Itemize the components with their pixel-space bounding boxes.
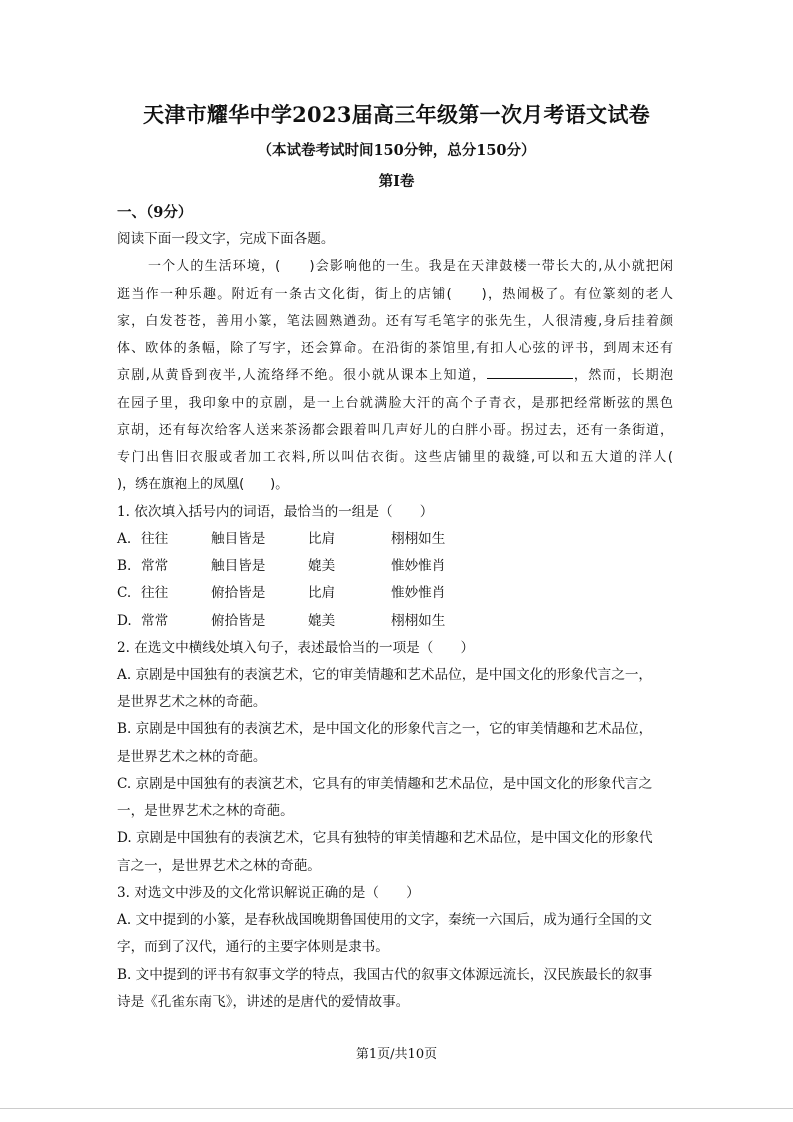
passage-line: 京胡，还有每次给客人送来茶汤都会跟着叫几声好儿的白胖小哥。拐过去，还有一条街道， — [117, 422, 673, 438]
passage-line: 家，白发苍苍，善用小篆，笔法圆熟遒劲。还有写毛笔字的张先生，人很清瘦,身后挂着颜 — [117, 313, 673, 329]
passage-line: 专门出售旧衣服或者加工衣料,所以叫估衣街。这些店铺里的裁缝,可以和五大道的洋人( — [117, 450, 673, 466]
passage-text: ，然而，长期泡 — [572, 368, 673, 384]
question-stem: 2. 在选文中横线处填入句子，表述最恰当的一项是（ ） — [117, 639, 475, 656]
passage-line: 在园子里，我印象中的京剧，是一上台就满脸大汗的高个子青衣，是那把经常断弦的黑色 — [117, 395, 673, 411]
option-word: 常常 — [141, 612, 169, 629]
option-row — [117, 553, 673, 580]
option-word: 往往 — [141, 530, 169, 547]
volume-heading: 第Ⅰ卷 — [378, 173, 415, 190]
questions — [117, 499, 673, 1016]
section-heading: 一、（9分） — [117, 204, 193, 221]
exam-subtitle: （本试卷考试时间150分钟，总分150分） — [257, 142, 536, 159]
option-word: 往往 — [141, 585, 169, 602]
option-word: 惟妙惟肖 — [391, 558, 446, 575]
option-line: D. 京剧是中国独有的表演艺术，它具有独特的审美情趣和艺术品位，是中国文化的形象代 — [117, 830, 653, 847]
option-line: C. 京剧是中国独有的表演艺术，它具有的审美情趣和艺术品位，是中国文化的形象代言之 — [117, 775, 653, 792]
option-line: A. 京剧是中国独有的表演艺术，它的审美情趣和艺术品位，是中国文化的形象代言之一， — [117, 666, 653, 683]
option-word: 触目皆是 — [211, 530, 266, 547]
option-letter: D. — [117, 612, 132, 629]
option-word: 触目皆是 — [211, 558, 266, 575]
passage-line: 体、欧体的条幅，除了写字，还会算命。在沿街的茶馆里,有扣人心弦的评书，到周末还有 — [117, 341, 673, 357]
option-line: 一，是世界艺术之林的奇葩。 — [117, 803, 294, 820]
option-letter: A. — [117, 530, 132, 547]
option-row — [117, 526, 673, 553]
option-line: 是世界艺术之林的奇葩。 — [117, 748, 267, 765]
exam-title: 天津市耀华中学2023届高三年级第一次月考语文试卷 — [143, 102, 650, 127]
option-word: 栩栩如生 — [391, 612, 446, 629]
section-instruction: 阅读下面一段文字，完成下面各题。 — [117, 231, 335, 248]
option-line: 字，而到了汉代，通行的主要字体则是隶书。 — [117, 939, 389, 956]
option-line: A. 文中提到的小篆，是春秋战国晚期鲁国使用的文字，秦统一六国后，成为通行全国的文 — [117, 912, 653, 929]
option-line: 言之一，是世界艺术之林的奇葩。 — [117, 857, 321, 874]
option-word: 媲美 — [308, 612, 336, 629]
option-word: 比肩 — [308, 530, 336, 547]
question-stem: 3. 对选文中涉及的文化常识解说正确的是（ ） — [117, 884, 420, 901]
option-word: 惟妙惟肖 — [391, 585, 446, 602]
option-row — [117, 580, 673, 607]
fill-in-blank — [487, 364, 573, 379]
option-word: 常常 — [141, 558, 169, 575]
exam-body — [117, 199, 673, 1016]
option-word: 栩栩如生 — [391, 530, 446, 547]
option-line: B. 文中提到的评书有叙事文学的特点，我国古代的叙事文体源远流长，汉民族最长的叙事 — [117, 966, 653, 983]
passage-line: )，绣在旗袍上的凤凰( )。 — [117, 477, 289, 493]
reading-passage — [117, 253, 673, 498]
page-number: 第1页/共10页 — [355, 1047, 438, 1062]
option-letter: C. — [117, 585, 132, 602]
passage-line — [117, 362, 673, 389]
passage-text: 京剧,从黄昏到夜半,人流络绎不绝。很小就从课本上知道， — [117, 368, 487, 384]
question-stem: 1. 依次填入括号内的词语，最恰当的一组是（ ） — [117, 503, 434, 520]
option-line: 诗是《孔雀东南飞》，讲述的是唐代的爱情故事。 — [117, 993, 410, 1010]
page-bottom-divider — [0, 1108, 793, 1109]
passage-line: 逛当作一种乐趣。附近有一条古文化街，街上的店铺( )，热闹极了。有位篆刻的老人 — [117, 286, 673, 302]
option-word: 俯拾皆是 — [211, 585, 266, 602]
option-word: 俯拾皆是 — [211, 612, 266, 629]
option-row — [117, 608, 673, 635]
passage-line: 一个人的生活环境，( )会影响他的一生。我是在天津鼓楼一带长大的,从小就把闲 — [148, 259, 673, 275]
option-word: 媲美 — [308, 558, 336, 575]
option-letter: B. — [117, 558, 132, 575]
option-line: 是世界艺术之林的奇葩。 — [117, 694, 267, 711]
option-word: 比肩 — [308, 585, 336, 602]
option-line: B. 京剧是中国独有的表演艺术，是中国文化的形象代言之一，它的审美情趣和艺术品位， — [117, 721, 653, 738]
